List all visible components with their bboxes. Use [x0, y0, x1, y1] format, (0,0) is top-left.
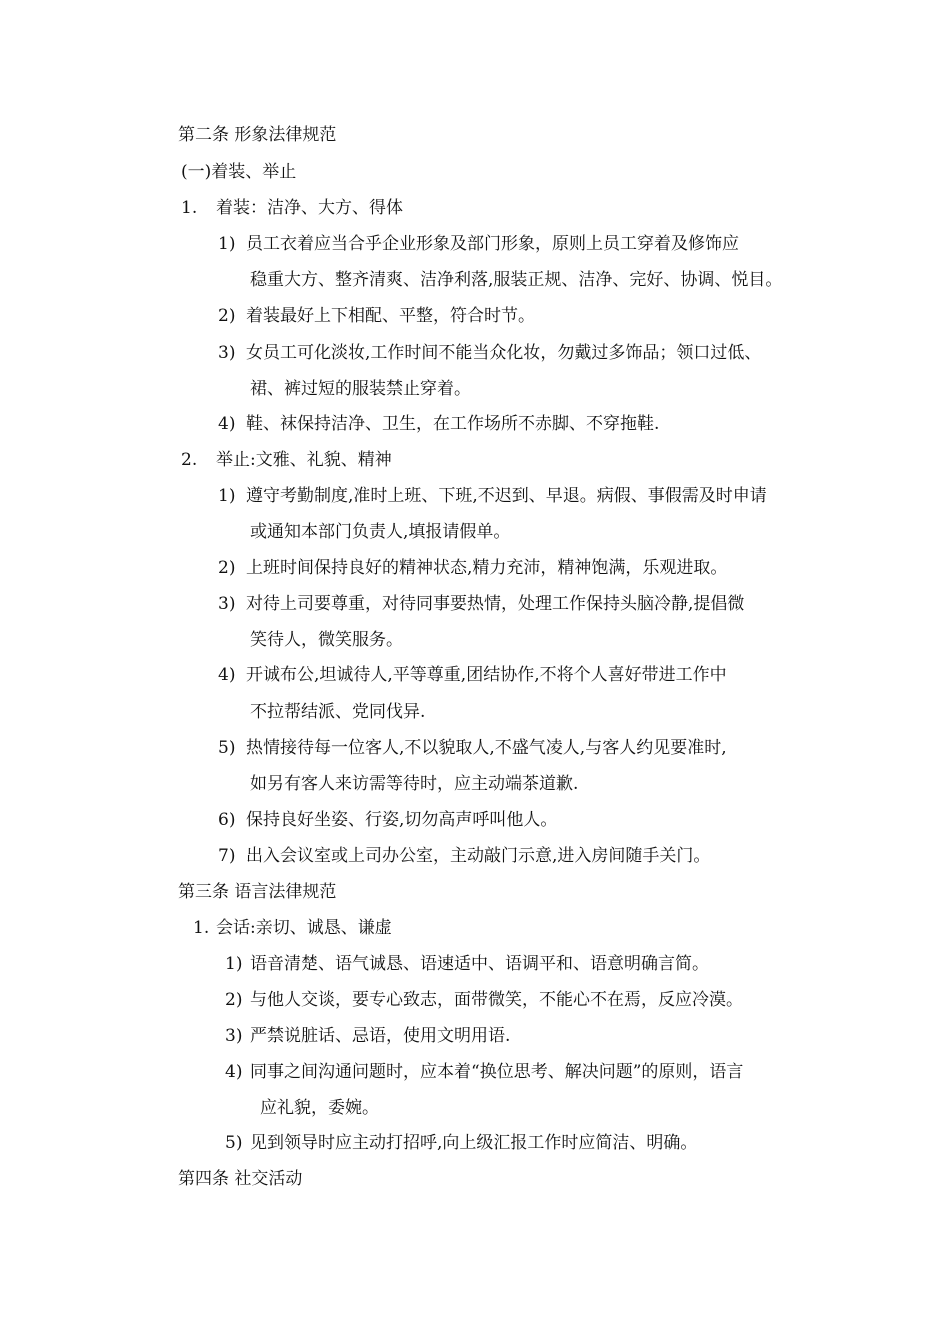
list-item-line: 或通知本部门负责人,填报请假单。	[250, 522, 511, 542]
list-number: 4)	[225, 1062, 243, 1082]
list-item-line: 保持良好坐姿、行姿,切勿高声呼叫他人。	[246, 810, 558, 830]
item-number: 2.	[181, 450, 198, 470]
list-item-line: 着装最好上下相配、平整，符合时节。	[246, 306, 535, 326]
list-number: 4)	[218, 414, 236, 434]
item-heading: 会话:亲切、诚恳、谦虚	[216, 918, 392, 938]
list-item-line: 语音清楚、语气诚恳、语速适中、语调平和、语意明确言简。	[250, 954, 709, 974]
list-item-line: 上班时间保持良好的精神状态,精力充沛，精神饱满，乐观进取。	[246, 558, 728, 578]
list-item-line: 与他人交谈，要专心致志，面带微笑，不能心不在焉，反应冷漠。	[250, 990, 743, 1010]
list-item-line: 同事之间沟通问题时，应本着“换位思考、解决问题”的原则，语言	[250, 1062, 744, 1082]
item-number: 1.	[181, 198, 198, 218]
list-item-line: 稳重大方、整齐清爽、洁净利落,服装正规、洁净、完好、协调、悦目。	[250, 270, 783, 290]
article-2-title: 第二条 形象法律规范	[178, 125, 337, 145]
list-item-line: 热情接待每一位客人,不以貌取人,不盛气凌人,与客人约见要准时,	[246, 738, 727, 758]
list-item-line: 出入会议室或上司办公室，主动敲门示意,进入房间随手关门。	[246, 846, 711, 866]
list-item-line: 员工衣着应当合乎企业形象及部门形象，原则上员工穿着及修饰应	[246, 234, 739, 254]
list-item-line: 严禁说脏话、忌语，使用文明用语.	[250, 1026, 511, 1046]
list-item-line: 不拉帮结派、党同伐异.	[250, 702, 426, 722]
list-number: 1)	[218, 234, 236, 254]
list-number: 1)	[225, 954, 243, 974]
list-number: 2)	[218, 306, 236, 326]
list-number: 1)	[218, 486, 236, 506]
item-heading: 举止:文雅、礼貌、精神	[216, 450, 392, 470]
list-number: 2)	[225, 990, 243, 1010]
article-3-title: 第三条 语言法律规范	[178, 882, 337, 902]
list-number: 6)	[218, 810, 236, 830]
list-item-line: 笑待人，微笑服务。	[250, 630, 403, 650]
list-item-line: 对待上司要尊重，对待同事要热情，处理工作保持头脑冷静,提倡微	[246, 594, 745, 614]
list-number: 2)	[218, 558, 236, 578]
list-number: 4)	[218, 665, 236, 685]
list-number: 3)	[218, 343, 236, 363]
list-number: 3)	[218, 594, 236, 614]
list-item-line: 见到领导时应主动打招呼,向上级汇报工作时应简洁、明确。	[250, 1133, 698, 1153]
list-item-line: 鞋、袜保持洁净、卫生，在工作场所不赤脚、不穿拖鞋.	[246, 414, 660, 434]
list-item-line: 遵守考勤制度,准时上班、下班,不迟到、早退。病假、事假需及时申请	[246, 486, 767, 506]
article-4-title: 第四条 社交活动	[178, 1169, 303, 1189]
list-number: 7)	[218, 846, 236, 866]
item-number: 1.	[193, 918, 210, 938]
list-number: 5)	[225, 1133, 243, 1153]
list-item-line: 裙、裤过短的服装禁止穿着。	[250, 379, 471, 399]
list-item-line: 女员工可化淡妆,工作时间不能当众化妆，勿戴过多饰品；领口过低、	[246, 343, 762, 363]
list-item-line: 如另有客人来访需等待时，应主动端茶道歉.	[250, 774, 579, 794]
item-heading: 着装：洁净、大方、得体	[216, 198, 403, 218]
list-item-line: 开诚布公,坦诚待人,平等尊重,团结协作,不将个人喜好带进工作中	[246, 665, 727, 685]
list-number: 3)	[225, 1026, 243, 1046]
list-number: 5)	[218, 738, 236, 758]
section-title: (一)着装、举止	[181, 162, 297, 182]
list-item-line: 应礼貌，委婉。	[260, 1098, 379, 1118]
